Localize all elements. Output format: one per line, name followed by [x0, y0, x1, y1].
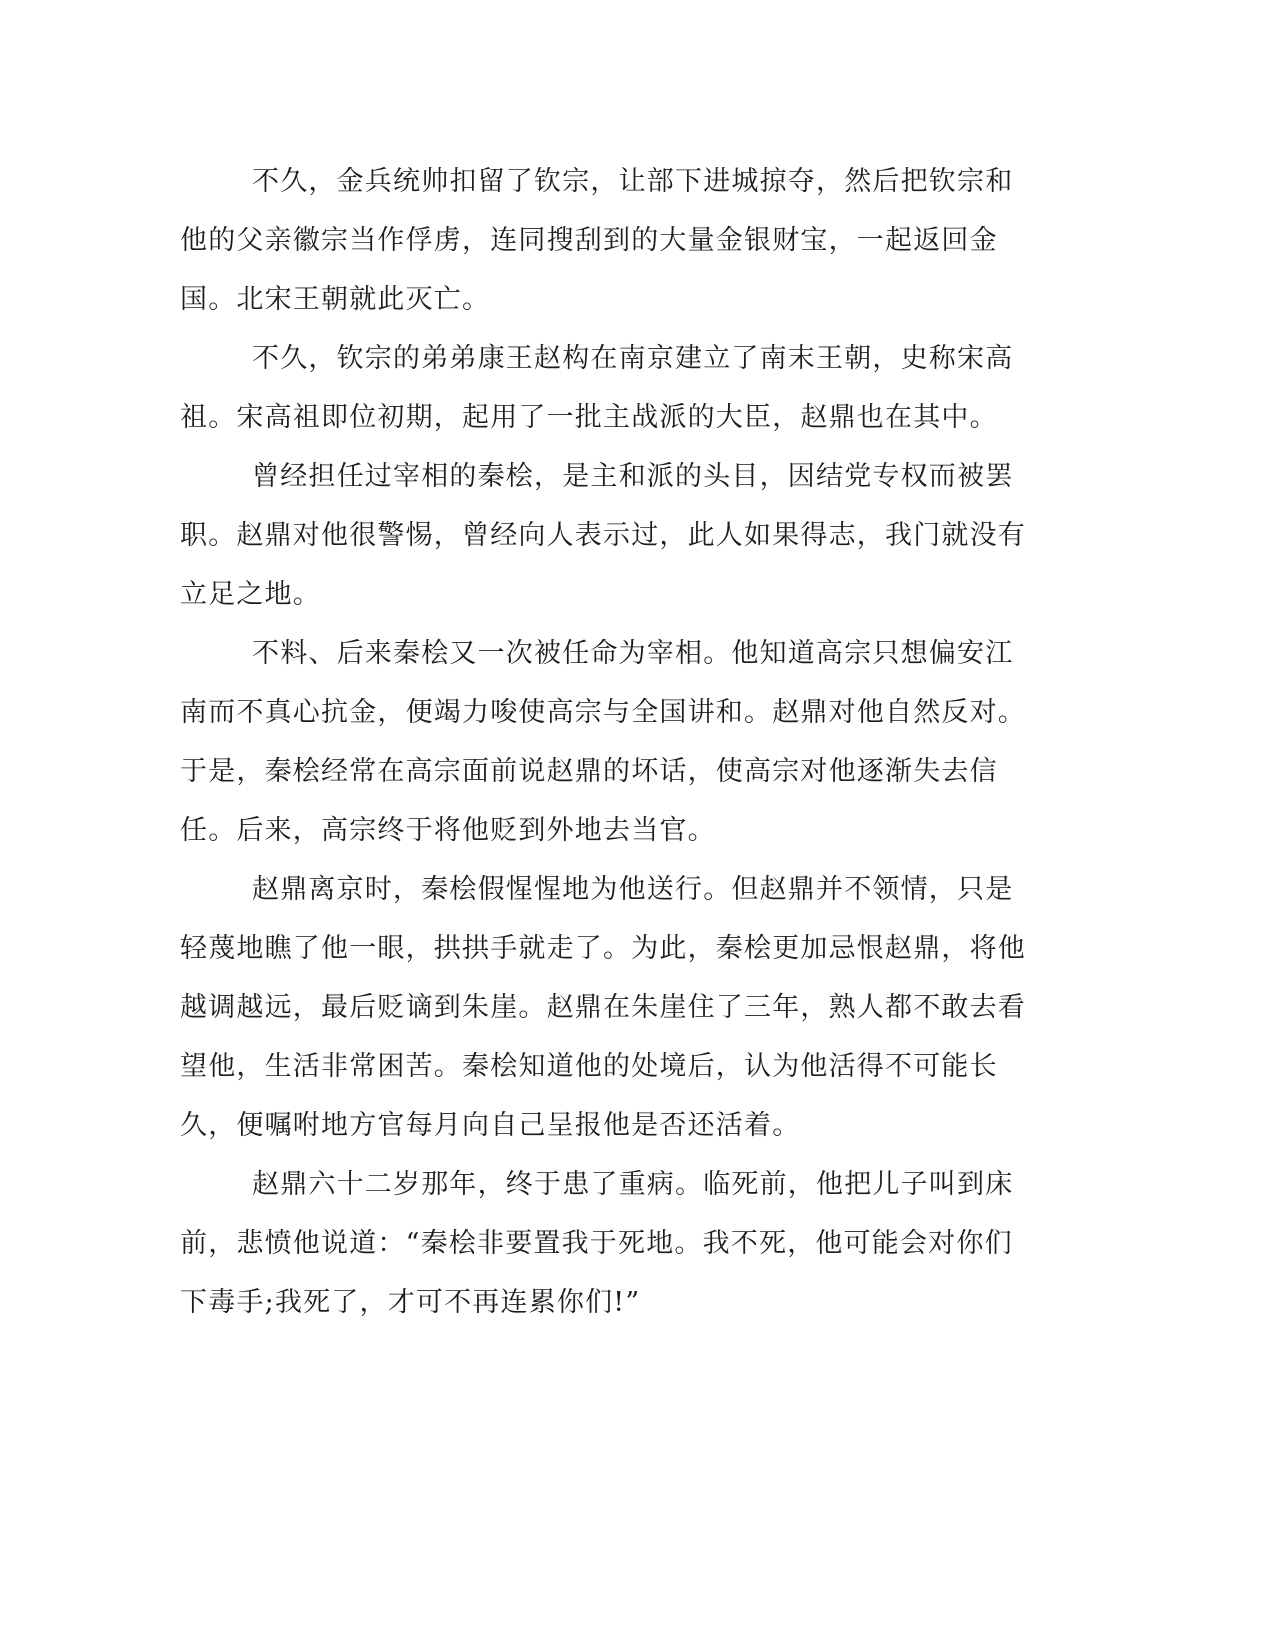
paragraph-3: 曾经担任过宰相的秦桧，是主和派的头目，因结党专权而被罢职。赵鼎对他很警惕，曾经向人表示过，此人如果得志，我门就没有立足之地。 [180, 461, 1026, 610]
paragraph-4: 不料、后来秦桧又一次被任命为宰相。他知道高宗只想偏安江南而不真心抗金，便竭力唆使高宗与全国讲和。赵鼎对他自然反对。于是，秦桧经常在高宗面前说赵鼎的坏话，使高宗对他逐渐失去信任。后来，高宗终于将他贬到外地去当官。 [180, 638, 1026, 846]
paragraph-1: 不久，金兵统帅扣留了钦宗，让部下进城掠夺，然后把钦宗和他的父亲徽宗当作俘虏，连同搜刮到的大量金银财宝，一起返回金国。北宋王朝就此灭亡。 [180, 166, 1014, 315]
paragraph-5: 赵鼎离京时，秦桧假惺惺地为他送行。但赵鼎并不领情，只是轻蔑地瞧了他一眼，拱拱手就走了。为此，秦桧更加忌恨赵鼎，将他越调越远，最后贬谪到朱崖。赵鼎在朱崖住了三年，熟人都不敢去看望他，生活非常困苦。秦桧知道他的处境后，认为他活得不可能长久，便嘱咐地方官每月向自己呈报他是否还活着。 [180, 874, 1026, 1141]
paragraph-6: 赵鼎六十二岁那年，终于患了重病。临死前，他把儿子叫到床前，悲愤他说道：“秦桧非要置我于死地。我不死，他可能会对你们下毒手;我死了，才可不再连累你们!” [180, 1169, 1014, 1318]
paragraph-2: 不久，钦宗的弟弟康王赵构在南京建立了南末王朝，史称宋高祖。宋高祖即位初期，起用了一批主战派的大臣，赵鼎也在其中。 [180, 343, 1014, 433]
body-text [180, 152, 1036, 1332]
